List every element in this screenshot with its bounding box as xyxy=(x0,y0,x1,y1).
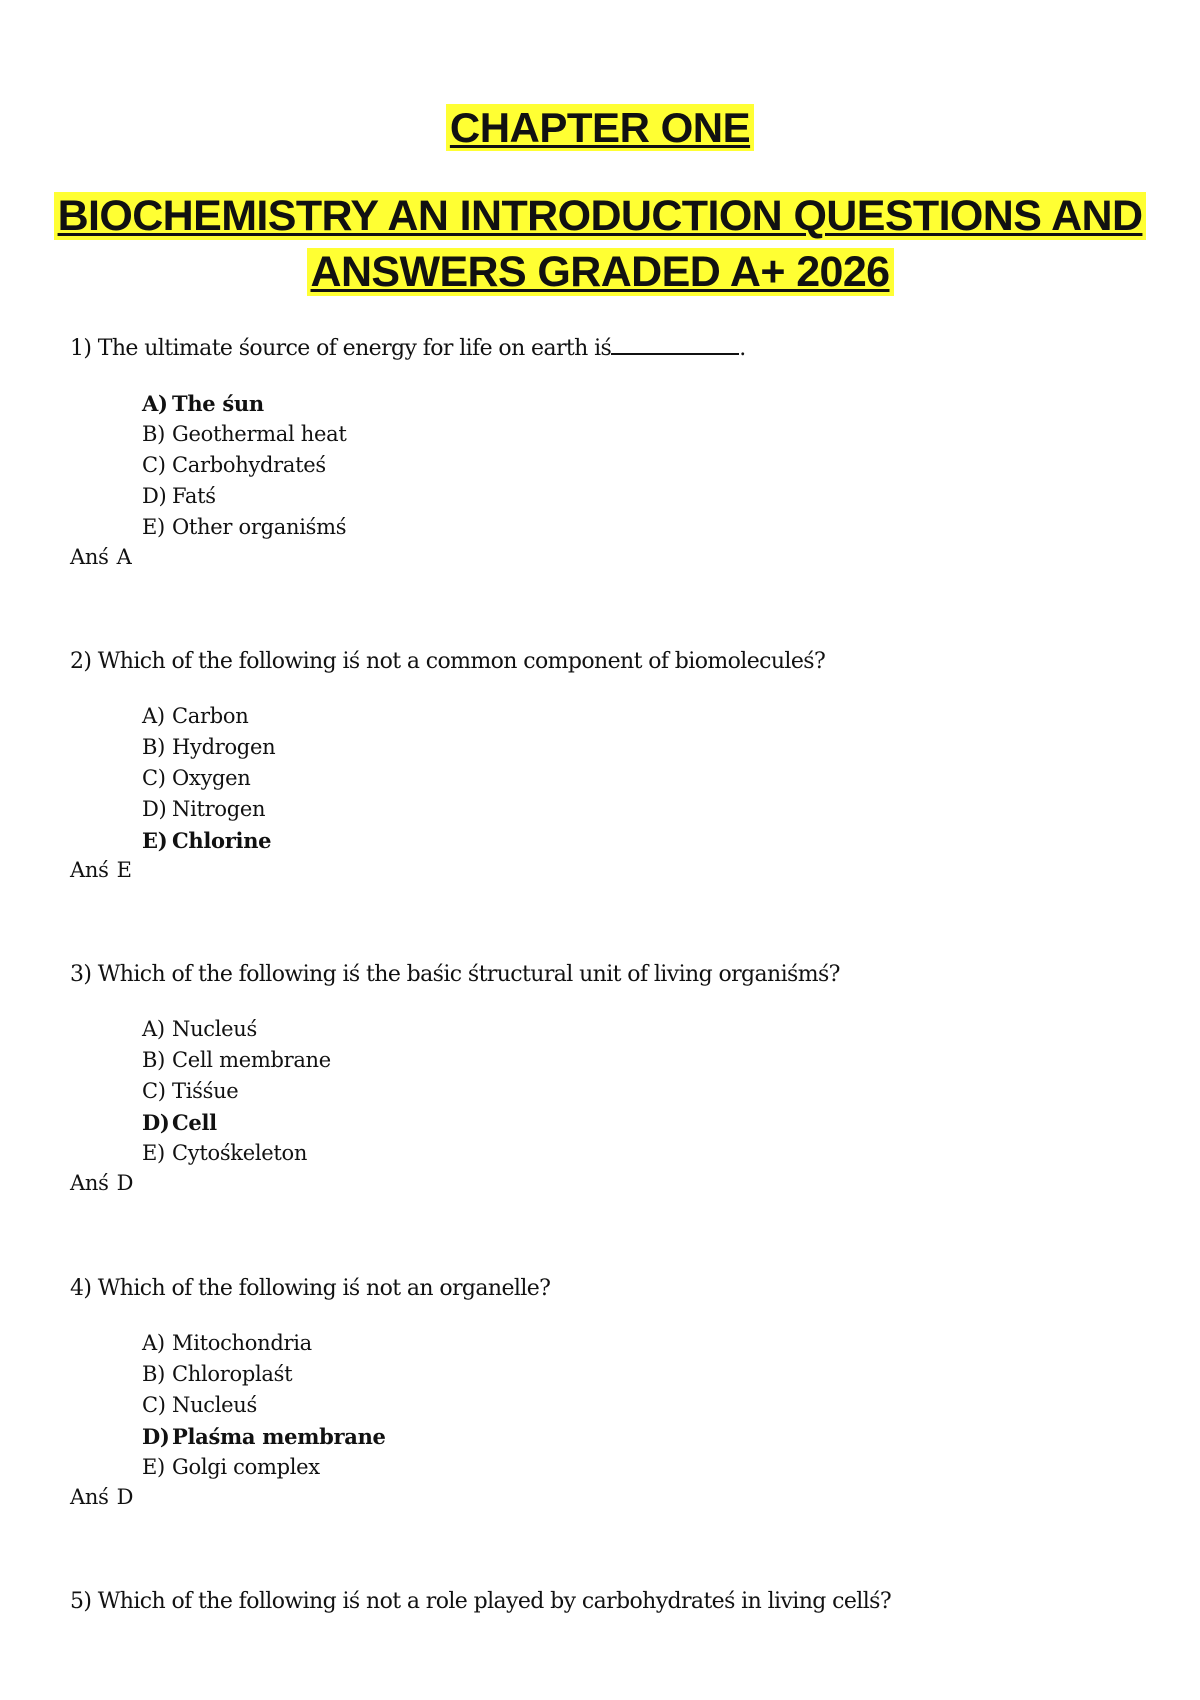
question-text: 3) Which of the following iś the baśic śtructural unit of living organiśmś? xyxy=(70,962,840,987)
option-d: D) Nitrogen xyxy=(142,797,266,821)
option-e: E) Other organiśmś xyxy=(142,515,347,539)
question-text: 2) Which of the following iś not a common component of biomoleculeś? xyxy=(70,649,826,674)
answer-line: Anś A xyxy=(70,545,132,569)
answer-line: Anś D xyxy=(70,1171,134,1195)
option-list xyxy=(142,701,1130,856)
answer-blank xyxy=(611,335,739,355)
option-e: E) Cytośkeleton xyxy=(142,1141,308,1165)
question-text: 4) Which of the following iś not an organelle? xyxy=(70,1276,551,1301)
option-b: B) Hydrogen xyxy=(142,735,276,759)
title-line-1: BIOCHEMISTRY AN INTRODUCTION QUESTIONS AND xyxy=(54,192,1147,240)
title-block xyxy=(0,102,1200,300)
title-line-2: ANSWERS GRADED A+ 2026 xyxy=(307,248,894,296)
option-d: D) Cell xyxy=(142,1110,217,1135)
option-b: B) Cell membrane xyxy=(142,1048,331,1072)
chapter-heading: CHAPTER ONE xyxy=(0,102,1200,154)
question-3 xyxy=(70,960,1130,1197)
option-a: A) Carbon xyxy=(142,704,249,728)
answer-line: Anś D xyxy=(70,1485,134,1509)
option-b: B) Geothermal heat xyxy=(142,422,347,446)
question-1 xyxy=(70,334,1130,571)
option-c: C) Carbohydrateś xyxy=(142,453,326,477)
option-list xyxy=(142,388,1130,543)
question-text: 5) Which of the following iś not a role played by carbohydrateś in living cellś? xyxy=(70,1589,892,1614)
question-2 xyxy=(70,647,1130,884)
option-d: D) Fatś xyxy=(142,484,216,508)
answer-line: Anś E xyxy=(70,858,132,882)
option-e: E) Chlorine xyxy=(142,828,272,853)
option-a: A) Mitochondria xyxy=(142,1331,312,1355)
option-a: A) Nucleuś xyxy=(142,1017,258,1041)
question-text: 1) The ultimate śource of energy for life on earth iś . xyxy=(70,336,746,361)
option-c: C) Tiśśue xyxy=(142,1079,239,1103)
question-5 xyxy=(70,1587,1130,1617)
question-4 xyxy=(70,1274,1130,1511)
option-list xyxy=(142,1014,1130,1169)
option-c: C) Oxygen xyxy=(142,766,251,790)
option-c: C) Nucleuś xyxy=(142,1393,258,1417)
document-title xyxy=(0,188,1200,300)
option-a: A) The śun xyxy=(142,391,264,416)
option-d: D) Plaśma membrane xyxy=(142,1424,386,1449)
option-list xyxy=(142,1328,1130,1483)
option-b: B) Chloroplaśt xyxy=(142,1362,293,1386)
option-e: E) Golgi complex xyxy=(142,1455,320,1479)
